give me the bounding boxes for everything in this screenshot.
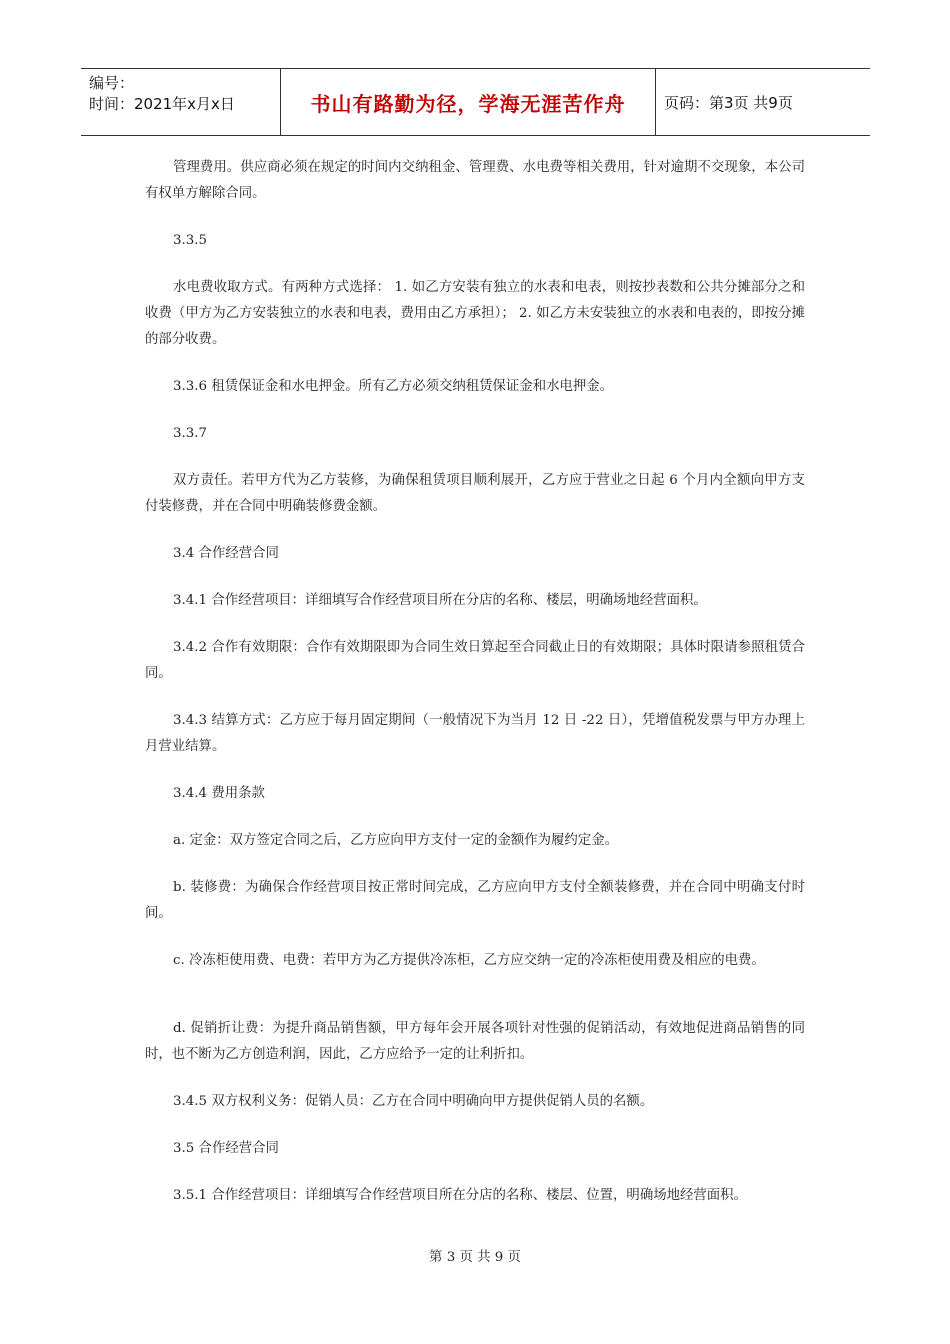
- section-number: 3.3.7: [173, 426, 208, 441]
- paragraph: 双方责任。若甲方代为乙方装修，为确保租赁项目顺利展开，乙方应于营业之日起 6 个月内全额向甲方支付装修费，并在合同中明确装修费金额。: [145, 473, 805, 514]
- paragraph: 3.4.1 合作经营项目：详细填写合作经营项目所在分店的名称、楼层，明确场地经营面积。: [173, 593, 707, 608]
- paragraph: 3.4.5 双方权利义务：促销人员：乙方在合同中明确向甲方提供促销人员的名额。: [173, 1094, 654, 1109]
- document-time: 时间：2021年x月x日: [89, 95, 235, 113]
- header-motto-cell: [281, 69, 656, 135]
- document-number: 编号：: [89, 74, 135, 92]
- paragraph: 3.5.1 合作经营项目：详细填写合作经营项目所在分店的名称、楼层、位置，明确场地经营面积。: [173, 1188, 747, 1203]
- header-page-cell: [656, 69, 870, 135]
- paragraph: 3.4.3 结算方式：乙方应于每月固定期间（一般情况下为当月 12 日 -22 日），凭增值税发票与甲方办理上月营业结算。: [145, 713, 805, 754]
- footer-page-number: 第 3 页 共 9 页: [429, 1250, 521, 1265]
- paragraph: 3.4.2 合作有效期限：合作有效期限即为合同生效日算起至合同截止日的有效期限；具体时限请参照租赁合同。: [145, 640, 805, 681]
- paragraph: 水电费收取方式。有两种方式选择： 1. 如乙方安装有独立的水表和电表，则按抄表数和公共分摊部分之和收费（甲方为乙方安装独立的水表和电表，费用由乙方承担）； 2. 如乙方未安装独立的水表和电表的，即按分摊的部分收费。: [145, 280, 805, 347]
- section-heading: 3.5 合作经营合同: [173, 1141, 279, 1156]
- header-meta: [81, 69, 281, 135]
- paragraph: 3.3.6 租赁保证金和水电押金。所有乙方必须交纳租赁保证金和水电押金。: [173, 379, 614, 394]
- page-header: [81, 68, 870, 136]
- paragraph: d. 促销折让费：为提升商品销售额，甲方每年会开展各项针对性强的促销活动，有效地促进商品销售的同时，也不断为乙方创造利润，因此，乙方应给予一定的让利折扣。: [145, 1021, 805, 1062]
- header-motto: 书山有路勤为径，学海无涯苦作舟: [310, 91, 626, 116]
- paragraph: a. 定金：双方签定合同之后，乙方应向甲方支付一定的金额作为履约定金。: [173, 833, 618, 848]
- section-number: 3.3.5: [173, 233, 208, 248]
- section-heading: 3.4.4 费用条款: [173, 786, 265, 801]
- paragraph: 管理费用。供应商必须在规定的时间内交纳租金、管理费、水电费等相关费用，针对逾期不交现象，本公司有权单方解除合同。: [145, 160, 805, 201]
- paragraph: c. 冷冻柜使用费、电费：若甲方为乙方提供冷冻柜，乙方应交纳一定的冷冻柜使用费及相应的电费。: [173, 953, 765, 968]
- document-body: [145, 155, 805, 1230]
- section-heading: 3.4 合作经营合同: [173, 546, 279, 561]
- paragraph: b. 装修费：为确保合作经营项目按正常时间完成，乙方应向甲方支付全额装修费，并在合同中明确支付时间。: [145, 880, 805, 921]
- page-footer: [0, 1246, 950, 1265]
- header-page-number: 页码：第3页 共9页: [664, 93, 793, 112]
